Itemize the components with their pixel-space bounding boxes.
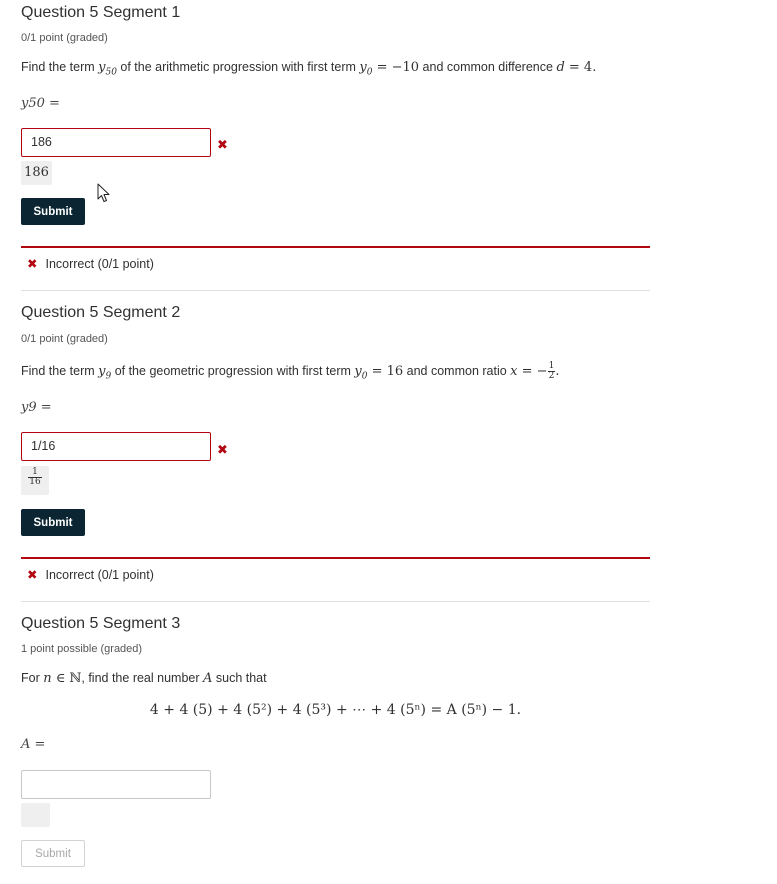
answer-label (21, 736, 45, 752)
question-text: and common difference (419, 60, 557, 74)
answer-input[interactable]: 186 (21, 128, 211, 157)
term-var: y (98, 60, 106, 75)
fraction-denominator: 2 (548, 371, 555, 381)
question-text: of the arithmetic progression with first term (116, 60, 360, 74)
fraction-numerator: 1 (548, 361, 555, 371)
segment-2-question (21, 362, 559, 381)
answer-preview: 186 (21, 161, 52, 185)
answer-label-text: y9 = (21, 400, 52, 415)
first-var: y (359, 60, 367, 75)
segment-3-title: Question 5 Segment 3 (21, 615, 181, 632)
question-text-end: . (555, 363, 560, 379)
status-text: Incorrect (0/1 point) (45, 257, 154, 271)
param-eq: = − (517, 363, 548, 379)
submit-button[interactable]: Submit (21, 198, 85, 225)
segment-2-points: 0/1 point (graded) (21, 333, 108, 345)
submit-button[interactable]: Submit (21, 509, 85, 536)
segment-3-points: 1 point possible (graded) (21, 643, 143, 655)
incorrect-icon: ✖ (27, 257, 38, 271)
first-sub: 0 (366, 67, 373, 78)
incorrect-icon: ✖ (217, 137, 228, 152)
segment-2-title: Question 5 Segment 2 (21, 304, 181, 321)
question-text: Find the term (21, 363, 99, 378)
answer-label-text: A = (21, 737, 46, 752)
n-var: n (43, 671, 52, 686)
status-text: Incorrect (0/1 point) (45, 568, 154, 582)
answer-input[interactable]: 1/16 (21, 432, 211, 461)
mouse-cursor-icon (97, 183, 111, 203)
segment-1-points: 0/1 point (graded) (21, 32, 108, 44)
answer-label-text: y50 = (21, 96, 60, 111)
status-bar (21, 557, 650, 559)
answer-input[interactable] (21, 770, 211, 799)
segment-divider (21, 601, 650, 602)
question-text: of the geometric progression with first term (111, 363, 355, 378)
question-text: For (21, 671, 44, 685)
first-eq: = −10 (372, 60, 420, 75)
segment-3-question (21, 671, 267, 686)
first-eq: = 16 (367, 363, 404, 379)
answer-label (21, 399, 52, 415)
first-sub: 0 (361, 371, 368, 382)
term-sub: 9 (105, 371, 112, 382)
status-message (27, 567, 154, 582)
answer-label (21, 95, 60, 111)
segment-1-question (21, 60, 596, 78)
question-text: , find the real number (81, 671, 203, 685)
param-var: d (556, 60, 565, 75)
fraction-denominator: 16 (29, 477, 41, 487)
first-var: y (354, 363, 362, 379)
fraction-numerator: 1 (32, 467, 38, 477)
segment-divider (21, 290, 650, 291)
in-naturals: ∈ ℕ (51, 671, 82, 686)
question-text: such that (212, 671, 267, 685)
status-bar (21, 246, 650, 248)
term-var: y (98, 363, 106, 379)
submit-button[interactable]: Submit (21, 840, 85, 867)
series-equation: 4 + 4 (5) + 4 (5²) + 4 (5³) + ⋯ + 4 (5ⁿ) = A (5ⁿ) − 1. (149, 702, 522, 718)
incorrect-icon: ✖ (217, 442, 228, 457)
preview-fraction (28, 468, 41, 487)
question-text: and common ratio (403, 363, 511, 378)
answer-preview (21, 803, 50, 827)
question-text: Find the term (21, 60, 99, 74)
status-message (27, 256, 154, 271)
answer-preview (21, 466, 49, 495)
segment-1-title: Question 5 Segment 1 (21, 4, 181, 21)
param-eq: = 4. (564, 60, 597, 75)
term-sub: 50 (105, 67, 117, 78)
a-var: A (203, 671, 213, 686)
param-var: x (510, 363, 518, 379)
incorrect-icon: ✖ (27, 568, 38, 582)
